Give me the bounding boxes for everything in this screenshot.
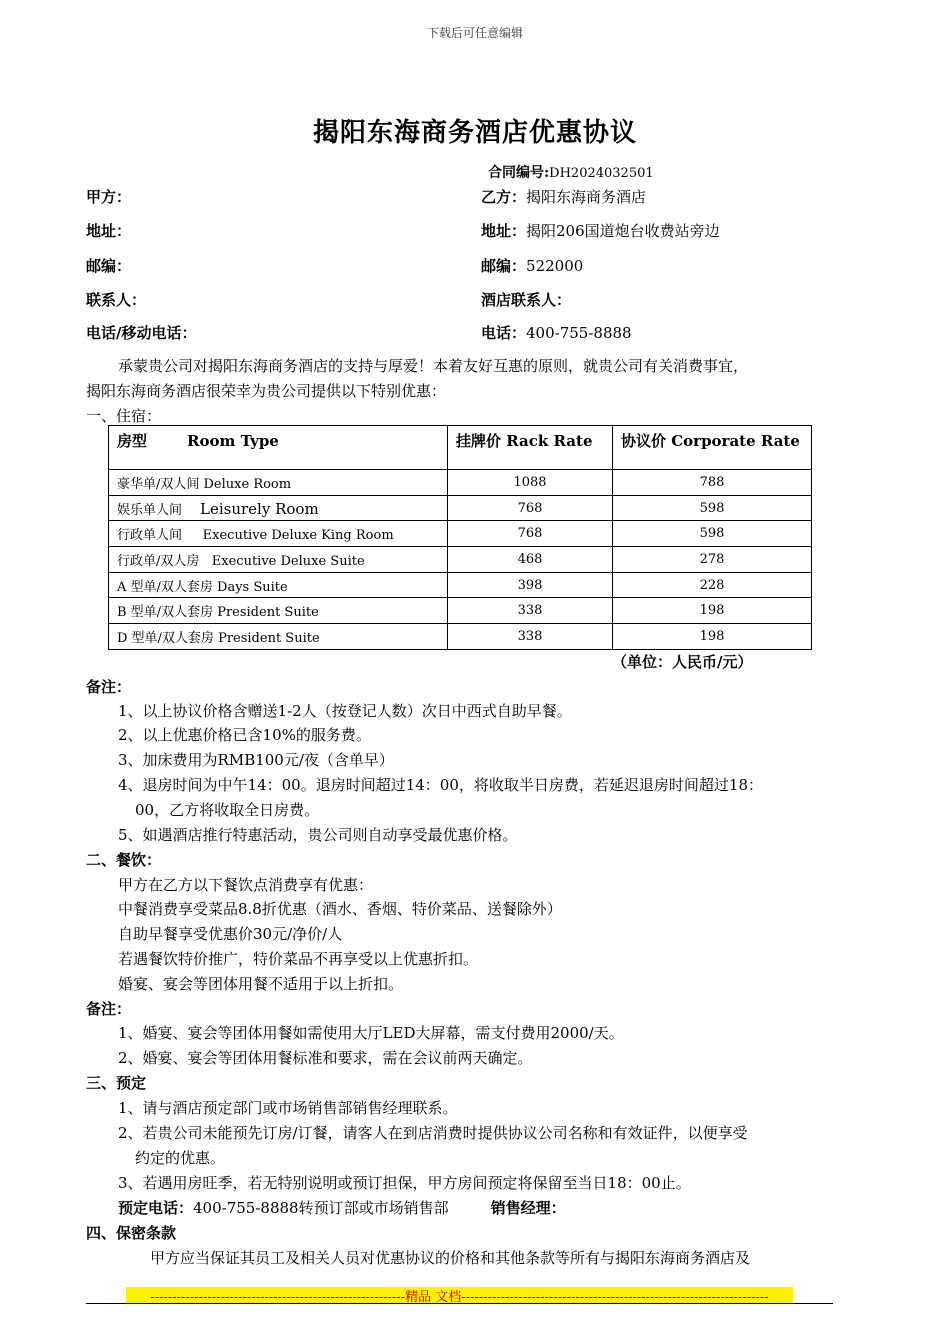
rack-rate-cell: 338 [448, 624, 613, 650]
corporate-rate-cell: 228 [613, 572, 812, 598]
rack-rate-cell: 768 [448, 521, 613, 547]
note-item: 3、加床费用为RMB100元/夜（含单早） [118, 751, 394, 769]
sales-manager-label: 销售经理： [490, 1199, 566, 1217]
rack-rate-cell: 768 [448, 495, 613, 521]
note-item: 1、婚宴、宴会等团体用餐如需使用大厅LED大屏幕，需支付费用2000/天。 [118, 1024, 624, 1042]
room-type-cell [109, 495, 448, 521]
corporate-rate-cell: 198 [613, 624, 812, 650]
table-row [109, 495, 812, 521]
dining-item: 自助早餐享受优惠价30元/净价/人 [118, 925, 343, 943]
room-type-cell: 行政单人间 Executive Deluxe King Room [109, 521, 448, 547]
party-b-phone-label: 电话： [481, 324, 527, 342]
room-type-cell: B 型单/双人套房 President Suite [109, 598, 448, 624]
contract-label: 合同编号: [488, 165, 550, 181]
party-a-name-label: 甲方： [86, 188, 132, 206]
party-a-postcode-label: 邮编： [86, 257, 132, 275]
contract-value: DH2024032501 [549, 166, 654, 181]
room-type-en: Leisurely Room [200, 499, 319, 518]
table-row [109, 598, 812, 624]
header-note: 下载后可任意编辑 [426, 26, 523, 40]
corporate-rate-cell: 788 [613, 470, 812, 496]
room-type-cell: 行政单/双人房 Executive Deluxe Suite [109, 547, 448, 573]
booking-phone [118, 1196, 566, 1221]
header-room-type-cn: 房型 [117, 432, 148, 450]
section-accommodation-title: 一、住宿： [86, 407, 162, 425]
notes-title: 备注： [86, 678, 132, 696]
party-a-phone-label: 电话/移动电话： [86, 324, 197, 342]
party-a-contact-label: 联系人： [86, 291, 147, 309]
booking-phone-value: 400-755-8888转预订部或市场销售部 [193, 1199, 449, 1217]
dining-item: 婚宴、宴会等团体用餐不适用于以上折扣。 [118, 975, 404, 993]
room-type-cn: 娱乐单人间 [117, 502, 183, 518]
notes-title: 备注： [86, 1000, 132, 1018]
party-b-name-label: 乙方： [481, 188, 527, 206]
header-room-type [109, 426, 448, 470]
rack-rate-cell: 1088 [448, 470, 613, 496]
intro-line-2: 揭阳东海商务酒店很荣幸为贵公司提供以下特别优惠： [86, 382, 447, 400]
room-type-cell: D 型单/双人套房 President Suite [109, 624, 448, 650]
intro-line-1: 承蒙贵公司对揭阳东海商务酒店的支持与厚爱！本着友好互惠的原则，就贵公司有关消费事宜， [118, 357, 749, 375]
room-type-cell: 豪华单/双人间 Deluxe Room [109, 470, 448, 496]
header-room-type-en: Room Type [187, 432, 279, 450]
party-b-postcode [481, 255, 583, 276]
currency-unit: （单位：人民币/元） [612, 653, 753, 671]
table-row [109, 624, 812, 650]
party-b-contact-label: 酒店联系人： [481, 291, 572, 309]
booking-item: 1、请与酒店预定部门或市场销售部销售经理联系。 [118, 1099, 458, 1117]
party-b-address [481, 220, 720, 241]
section-confidential-title: 四、保密条款 [86, 1224, 177, 1242]
rate-table [108, 425, 812, 650]
party-b-name-value: 揭阳东海商务酒店 [526, 188, 647, 206]
dining-item: 中餐消费享受菜品8.8折优惠（酒水、香烟、特价菜品、送餐除外） [118, 900, 562, 918]
note-item: 2、婚宴、宴会等团体用餐标准和要求，需在会议前两天确定。 [118, 1049, 533, 1067]
corporate-rate-cell: 598 [613, 495, 812, 521]
table-row [109, 470, 812, 496]
booking-phone-label: 预定电话： [118, 1199, 194, 1217]
party-b-address-label: 地址： [481, 222, 527, 240]
header-corporate-rate: 协议价 Corporate Rate [613, 426, 812, 470]
section-booking-title: 三、预定 [86, 1074, 147, 1092]
corporate-rate-cell: 598 [613, 521, 812, 547]
note-item-continued: 00，乙方将收取全日房费。 [135, 801, 320, 819]
header-rack-rate: 挂牌价 Rack Rate [448, 426, 613, 470]
note-item: 1、以上协议价格含赠送1-2人（按登记人数）次日中西式自助早餐。 [118, 702, 572, 720]
rack-rate-cell: 468 [448, 547, 613, 573]
party-b-postcode-label: 邮编： [481, 257, 527, 275]
note-item: 5、如遇酒店推行特惠活动，贵公司则自动享受最优惠价格。 [118, 826, 518, 844]
corporate-rate-cell: 198 [613, 598, 812, 624]
party-b-phone [481, 322, 632, 343]
rack-rate-cell: 338 [448, 598, 613, 624]
party-b-postcode-value: 522000 [526, 257, 584, 275]
footer-text: ----------------------------------------------------------精品 文档---------------------------------------------------------------------- [150, 1290, 769, 1305]
note-item: 2、以上优惠价格已含10%的服务费。 [118, 726, 371, 744]
booking-item-continued: 约定的优惠。 [135, 1149, 226, 1167]
table-row [109, 547, 812, 573]
party-a-address-label: 地址： [86, 222, 132, 240]
corporate-rate-cell: 278 [613, 547, 812, 573]
table-row [109, 572, 812, 598]
rate-table-header [109, 426, 812, 470]
party-b-name [481, 186, 646, 207]
contract-number [488, 162, 654, 182]
table-row [109, 521, 812, 547]
booking-item: 3、若遇用房旺季，若无特别说明或预订担保，甲方房间预定将保留至当日18：00止。 [118, 1174, 691, 1192]
booking-item: 2、若贵公司未能预先订房/订餐，请客人在到店消费时提供协议公司名称和有效证件，以便享受 [118, 1124, 748, 1142]
party-b-address-value: 揭阳206国道炮台收费站旁边 [526, 222, 720, 240]
section-dining-title: 二、餐饮： [86, 851, 162, 869]
dining-item: 甲方在乙方以下餐饮点消费享有优惠： [118, 876, 374, 894]
dining-item: 若遇餐饮特价推广，特价菜品不再享受以上优惠折扣。 [118, 950, 479, 968]
party-b-phone-value: 400-755-8888 [526, 324, 632, 342]
room-type-cell: A 型单/双人套房 Days Suite [109, 572, 448, 598]
rack-rate-cell: 398 [448, 572, 613, 598]
confidential-text: 甲方应当保证其员工及相关人员对优惠协议的价格和其他条款等所有与揭阳东海商务酒店及 [150, 1249, 751, 1267]
document-title: 揭阳东海商务酒店优惠协议 [312, 118, 637, 148]
note-item: 4、退房时间为中午14：00。退房时间超过14：00，将收取半日房费，若延迟退房时间超过18： [118, 776, 763, 794]
